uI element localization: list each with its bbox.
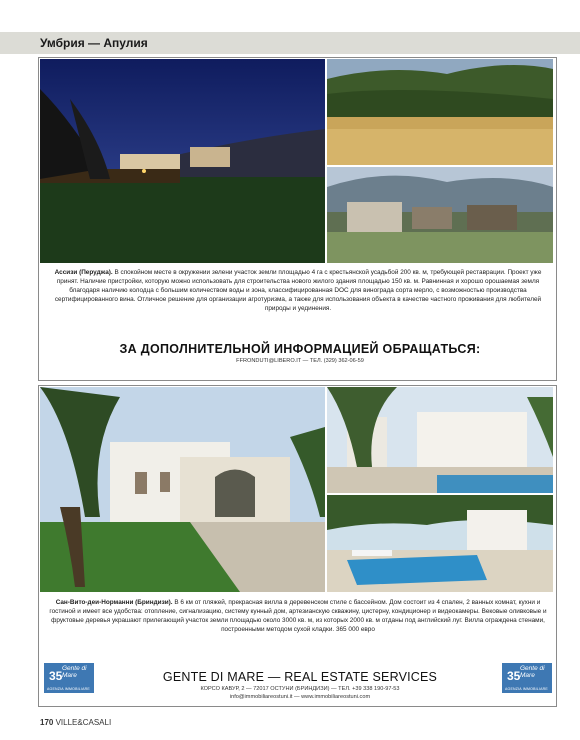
- photo-pool-lounge: [327, 495, 553, 592]
- photo-wheat-field: [327, 59, 553, 165]
- agency-logo-right: [502, 663, 552, 693]
- photo-villa-main: [40, 387, 325, 592]
- agency-address: КОРСО КАВУР, 2 — 72017 ОСТУНИ (БРИНДИЗИ) — ТЕЛ. +39 338 190-97-53: [200, 686, 400, 692]
- listing-san-vito-place: Сан-Вито-деи-Норманни (Бриндизи).: [55, 599, 173, 606]
- agency-logo-number: 35: [49, 669, 63, 683]
- photo-pool-gazebo: [327, 387, 553, 493]
- listing-san-vito-text: В 6 км от пляжей, прекрасная вилла в деревенском стиле с бассейном. Дом состоит из 4 спален, 2 ванных комнат, кухни и гостиной и имеет все удобства: отопление, сигнализацию, систему кунный дом, артезианскую скважину, цистерну, кондиционер и видеокамеры. Вековые оливковые и фруктовые деревья украшают прилегающий участок земли площадью около 3000 кв. м, из которых 2000 кв. м отданы под английский луг. Вилла ограждена стенами, построенными методом сухой кладки. 365 000 евро: [49, 599, 547, 633]
- listing-assisi-place: Ассизи (Перуджа).: [54, 269, 113, 276]
- agency-web: info@immobiliareostuni.it — www.immobiliareostuni.com: [229, 694, 371, 700]
- agency-logo-sub: AGENZIA IMMOBILIARE: [505, 687, 548, 691]
- magazine-name: VILLE&CASALI: [55, 718, 112, 727]
- agency-logo-sub: AGENZIA IMMOBILIARE: [47, 687, 90, 691]
- agency-logo-left: [44, 663, 94, 693]
- page-number: 170: [40, 718, 54, 727]
- listing-assisi-text: В спокойном месте в окружении зелени участок земли площадью 4 га с крестьянской усадьбой 200 кв. м, требующей реставрации. Проект уже принят. Наличие пристройки, которую можно использовать для строительства нового жилого здания площадью 150 кв. м. Равнинная и хорошо орошаемая земля благодаря наличию колодца с большим количеством воды и зона, классифицированная DOC для виноградa сорта мерло, с возможностью производства сертифицированного вина. Отличное решение для организации агротуризма, а также для использования объекта в качестве частного проживания для любителей природы и уединения.: [54, 269, 542, 312]
- agency-title: GENTE DI MARE — REAL ESTATE SERVICES: [162, 670, 438, 684]
- section-title: Умбрия — Апулия: [40, 36, 148, 50]
- photo-farmhouse-night: [40, 59, 325, 263]
- page-footer: [40, 718, 111, 727]
- contact-title: ЗА ДОПОЛНИТЕЛЬНОЙ ИНФОРМАЦИЕЙ ОБРАЩАТЬСЯ:: [119, 342, 481, 356]
- agency-logo-number: 35: [507, 669, 521, 683]
- listing-assisi-description: [48, 268, 548, 313]
- agency-logo-brand: Gente di Mare: [520, 665, 545, 679]
- photo-farmhouse-day: [327, 167, 553, 263]
- contact-details: FFRONDUTI@LIBERO.IT — ТЕЛ. (329) 362-06-59: [236, 358, 364, 364]
- listing-san-vito-description: [46, 598, 550, 634]
- agency-logo-brand: Gente di Mare: [62, 665, 87, 679]
